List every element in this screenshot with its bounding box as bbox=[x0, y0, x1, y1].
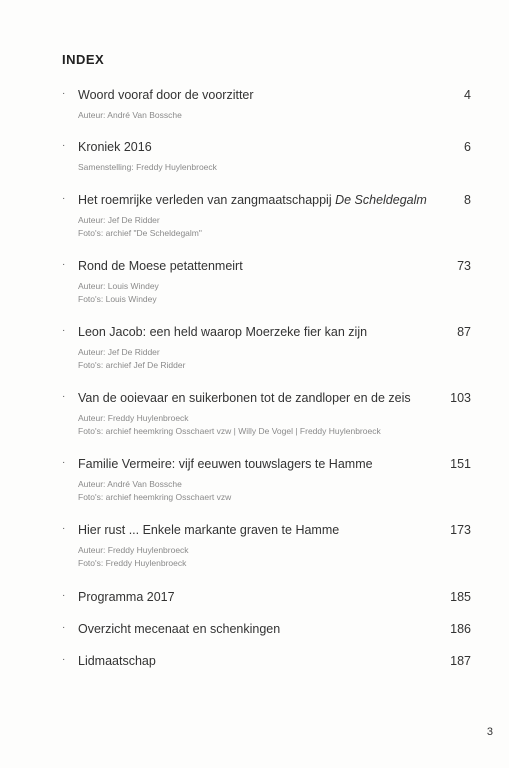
entry-credit: Auteur: André Van Bossche bbox=[78, 110, 182, 120]
entry-credit: Samenstelling: Freddy Huylenbroeck bbox=[78, 162, 217, 172]
bullet: · bbox=[62, 259, 66, 270]
bullet: · bbox=[62, 590, 66, 601]
bullet: · bbox=[62, 622, 66, 633]
entry-page-number: 173 bbox=[450, 523, 471, 537]
bullet: · bbox=[62, 457, 66, 468]
entry-page-number: 87 bbox=[457, 325, 471, 339]
entry-credit: Foto's: Freddy Huylenbroeck bbox=[78, 558, 187, 568]
bullet: · bbox=[62, 140, 66, 151]
entry-title: Familie Vermeire: vijf eeuwen touwslagers te Hamme bbox=[78, 457, 373, 471]
entry-title: Kroniek 2016 bbox=[78, 140, 152, 154]
entry-title: Lidmaatschap bbox=[78, 654, 156, 668]
bullet: · bbox=[62, 523, 66, 534]
bullet: · bbox=[62, 325, 66, 336]
entry-credit: Foto's: archief Jef De Ridder bbox=[78, 360, 186, 370]
entry-title: Hier rust ... Enkele markante graven te Hamme bbox=[78, 523, 340, 537]
entry-title bbox=[78, 193, 427, 207]
entry-credit: Foto's: archief "De Scheldegalm" bbox=[78, 228, 202, 238]
entry-title: Rond de Moese petattenmeirt bbox=[78, 259, 243, 273]
entry-page-number: 186 bbox=[450, 622, 471, 636]
entry-credit: Auteur: André Van Bossche bbox=[78, 479, 182, 489]
entry-page-number: 73 bbox=[457, 259, 471, 273]
entry-credit: Foto's: archief heemkring Osschaert vzw bbox=[78, 492, 232, 502]
entry-title-italic: De Scheldegalm bbox=[335, 193, 427, 207]
entry-page-number: 4 bbox=[464, 88, 471, 102]
bullet: · bbox=[62, 193, 66, 204]
bullet: · bbox=[62, 391, 66, 402]
entry-credit: Auteur: Jef De Ridder bbox=[78, 215, 160, 225]
entry-page-number: 8 bbox=[464, 193, 471, 207]
entry-title-text: Het roemrijke verleden van zangmaatschappij bbox=[78, 193, 336, 207]
entry-page-number: 151 bbox=[450, 457, 471, 471]
entry-title: Woord vooraf door de voorzitter bbox=[78, 88, 254, 102]
entry-page-number: 6 bbox=[464, 140, 471, 154]
entry-title: Van de ooievaar en suikerbonen tot de zandloper en de zeis bbox=[78, 391, 411, 405]
entry-credit: Auteur: Louis Windey bbox=[78, 281, 159, 291]
entry-page-number: 103 bbox=[450, 391, 471, 405]
bullet: · bbox=[62, 88, 66, 99]
index-heading: INDEX bbox=[62, 52, 105, 67]
bullet: · bbox=[62, 654, 66, 665]
entry-credit: Auteur: Jef De Ridder bbox=[78, 347, 160, 357]
entry-title: Leon Jacob: een held waarop Moerzeke fier kan zijn bbox=[78, 325, 368, 339]
entry-credit: Auteur: Freddy Huylenbroeck bbox=[78, 545, 189, 555]
entry-title: Programma 2017 bbox=[78, 590, 175, 604]
entry-title: Overzicht mecenaat en schenkingen bbox=[78, 622, 281, 636]
entry-credit: Foto's: Louis Windey bbox=[78, 294, 157, 304]
entry-page-number: 187 bbox=[450, 654, 471, 668]
page-number: 3 bbox=[486, 726, 493, 738]
entry-credit: Foto's: archief heemkring Osschaert vzw | Willy De Vogel | Freddy Huylenbroeck bbox=[78, 426, 381, 436]
entry-credit: Auteur: Freddy Huylenbroeck bbox=[78, 413, 189, 423]
entry-page-number: 185 bbox=[450, 590, 471, 604]
